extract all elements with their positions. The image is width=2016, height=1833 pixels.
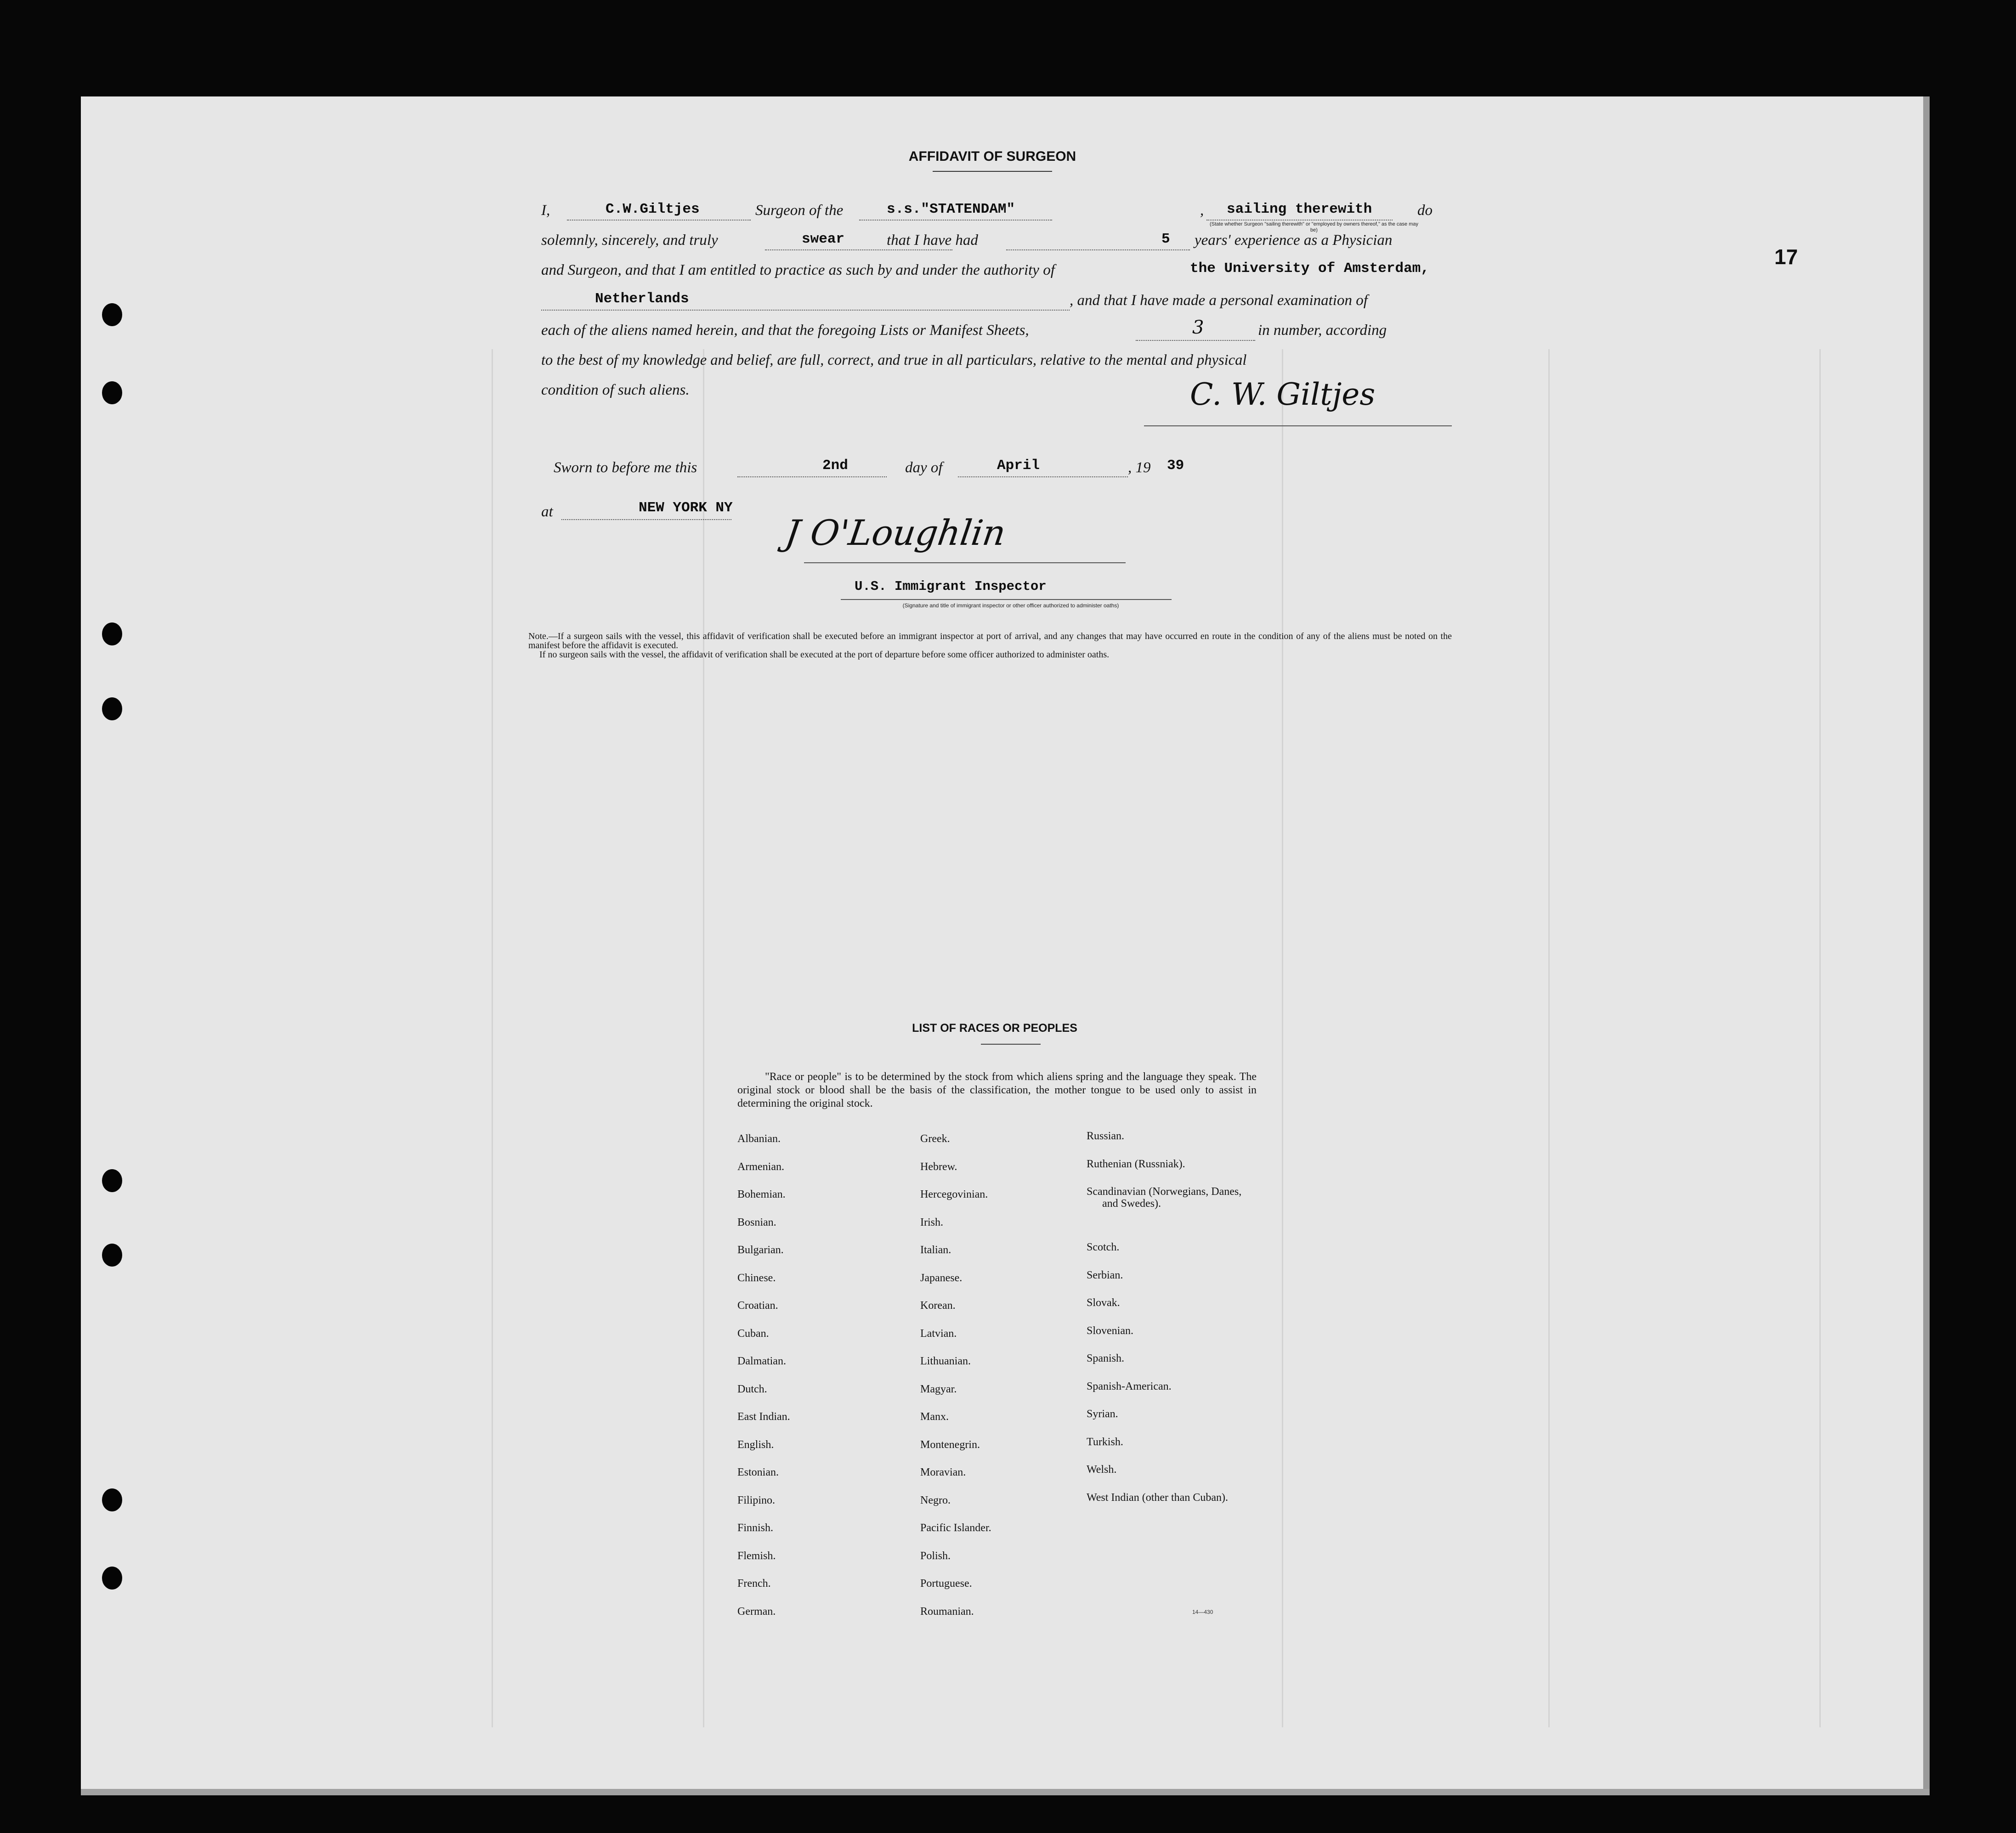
text-that-i-have-had: that I have had <box>887 232 978 249</box>
authority-line <box>541 310 1070 311</box>
affidavit-of-surgeon <box>528 138 1456 680</box>
race-item: French. <box>737 1578 771 1590</box>
text-and-that-i-have-made: , and that I have made a personal examination of <box>1070 292 1368 309</box>
affidavit-title: AFFIDAVIT OF SURGEON <box>908 149 1076 164</box>
page-number: 17 <box>1774 245 1798 269</box>
relation-value: sailing therewith <box>1227 201 1372 217</box>
text-do: do <box>1417 202 1433 219</box>
races-title-rule <box>981 1044 1041 1045</box>
race-item: Armenian. <box>737 1161 784 1173</box>
inspector-title-line <box>841 599 1172 600</box>
race-item: Bohemian. <box>737 1188 786 1200</box>
race-item: Magyar. <box>920 1383 957 1395</box>
race-item: Montenegrin. <box>920 1439 980 1451</box>
surgeon-signature: C. W. Giltjes <box>1190 377 1376 412</box>
race-item: Negro. <box>920 1494 951 1506</box>
race-item: Syrian. <box>1087 1408 1118 1420</box>
race-item: Spanish. <box>1087 1352 1125 1364</box>
relation-caption: (State whether Surgeon "sailing therewith" or "employed by owners thereof," as the case may be) <box>1209 221 1419 233</box>
race-item: Spanish-American. <box>1087 1380 1172 1392</box>
binder-hole <box>102 1488 122 1511</box>
affidavit-note <box>528 632 1452 659</box>
binder-hole <box>102 622 122 645</box>
race-item: Polish. <box>920 1550 951 1562</box>
text-i: I, <box>541 202 550 219</box>
race-item: Manx. <box>920 1411 949 1423</box>
race-item: Ruthenian (Russniak). <box>1087 1158 1185 1170</box>
race-item: Russian. <box>1087 1130 1125 1142</box>
race-item: Latvian. <box>920 1328 957 1340</box>
race-item: English. <box>737 1439 774 1451</box>
bleed-through-rule <box>492 349 493 1727</box>
race-item: West Indian (other than Cuban). <box>1087 1492 1228 1504</box>
sheets-line <box>1136 340 1255 341</box>
race-item: Japanese. <box>920 1272 963 1284</box>
bleed-through-rule <box>1819 349 1821 1727</box>
day-line <box>737 476 887 477</box>
note-para-1: Note.—If a surgeon sails with the vessel, this affidavit of verification shall be executed before an immigrant inspector at port of arrival, and any changes that may have occurred en route in the condition of any of the aliens must be noted on the manifest before the affidavit is executed. <box>528 631 1452 651</box>
race-item: Slovak. <box>1087 1297 1120 1309</box>
relation-line <box>1206 220 1393 221</box>
inspector-signature: J O'Loughlin <box>782 512 1008 553</box>
text-condition: condition of such aliens. <box>541 382 690 398</box>
binder-hole <box>102 697 122 720</box>
text-each-of-the-aliens: each of the aliens named herein, and that the foregoing Lists or Manifest Sheets, <box>541 322 1029 339</box>
text-years-experience: years' experience as a Physician <box>1195 232 1393 249</box>
race-item: Moravian. <box>920 1466 966 1478</box>
text-solemnly: solemnly, sincerely, and truly <box>541 232 718 249</box>
race-item: Roumanian. <box>920 1606 974 1618</box>
text-and-surgeon: and Surgeon, and that I am entitled to practice as such by and under the authority of <box>541 262 1055 278</box>
place-line <box>561 519 731 520</box>
text-day-of: day of <box>905 459 943 476</box>
race-item: Bulgarian. <box>737 1244 784 1256</box>
vessel-line <box>859 220 1052 221</box>
binder-hole <box>102 1567 122 1590</box>
binder-hole <box>102 303 122 326</box>
races-intro: "Race or people" is to be determined by the stock from which aliens spring and the language they speak. The original stock or blood shall be the basis of the classification, the mother tongue to be used only to assist in determining the original stock. <box>737 1071 1257 1109</box>
title-rule <box>933 171 1052 172</box>
race-item: Filipino. <box>737 1494 776 1506</box>
race-item: Chinese. <box>737 1272 776 1284</box>
text-in-number: in number, according <box>1258 322 1387 339</box>
surgeon-signature-line <box>1144 425 1452 426</box>
years-line <box>1006 249 1190 250</box>
inspector-title: U.S. Immigrant Inspector <box>855 579 1047 594</box>
authority-line2: Netherlands <box>595 291 689 307</box>
race-item: Portuguese. <box>920 1578 972 1590</box>
binder-hole <box>102 381 122 404</box>
race-item: Cuban. <box>737 1328 769 1340</box>
race-item: Finnish. <box>737 1522 774 1534</box>
form-number: 14—430 <box>1192 1609 1213 1615</box>
month-line <box>958 476 1128 477</box>
sheet-edge-right <box>1923 96 1930 1792</box>
vessel-name: s.s."STATENDAM" <box>887 201 1015 217</box>
sheets-value: 3 <box>1192 317 1204 338</box>
race-item: Hebrew. <box>920 1161 957 1173</box>
race-item: Turkish. <box>1087 1436 1123 1448</box>
race-item: Italian. <box>920 1244 951 1256</box>
race-item: Greek. <box>920 1133 950 1145</box>
race-item: Pacific Islander. <box>920 1522 991 1534</box>
race-item: Slovenian. <box>1087 1325 1133 1337</box>
oath-value: swear <box>802 231 845 247</box>
race-item: Lithuanian. <box>920 1355 971 1367</box>
race-item: Bosnian. <box>737 1216 776 1228</box>
text-year-prefix: , 19 <box>1128 459 1151 476</box>
bleed-through-heading <box>152 184 164 223</box>
place-value: NEW YORK NY <box>639 500 733 516</box>
race-item: Albanian. <box>737 1133 781 1145</box>
inspector-caption: (Signature and title of immigrant inspector or other officer authorized to administer oaths) <box>902 602 1119 609</box>
text-to-the-best: to the best of my knowledge and belief, are full, correct, and true in all particulars, relative to the mental and physical <box>541 352 1247 368</box>
text-surgeon-of-the: Surgeon of the <box>755 202 844 219</box>
race-item: Scandinavian (Norwegians, Danes, and Swedes). <box>1087 1186 1242 1210</box>
race-item: Korean. <box>920 1300 956 1312</box>
race-item: Welsh. <box>1087 1464 1117 1476</box>
note-para-2: If no surgeon sails with the vessel, the affidavit of verification shall be executed at the port of departure before some officer authorized to administer oaths. <box>539 650 1110 660</box>
races-title: LIST OF RACES OR PEOPLES <box>912 1022 1077 1035</box>
race-item: Croatian. <box>737 1300 778 1312</box>
surgeon-name-line <box>567 220 751 221</box>
race-item: Dutch. <box>737 1383 767 1395</box>
text-at: at <box>541 504 553 520</box>
race-item: Serbian. <box>1087 1269 1123 1281</box>
authority-line1: the University of Amsterdam, <box>1190 260 1429 277</box>
race-item: Scotch. <box>1087 1241 1120 1253</box>
race-item: German. <box>737 1606 776 1618</box>
race-item: Dalmatian. <box>737 1355 786 1367</box>
years-value: 5 <box>1161 231 1170 247</box>
binder-hole <box>102 1169 122 1192</box>
oath-line <box>765 249 952 250</box>
year-value: 39 <box>1167 458 1184 474</box>
text-comma: , <box>1200 202 1204 219</box>
race-item: Estonian. <box>737 1466 779 1478</box>
month-value: April <box>997 458 1040 474</box>
list-of-races <box>733 1015 1266 1626</box>
sheet-edge-bottom <box>81 1789 1930 1795</box>
bleed-through-rule <box>1548 349 1550 1727</box>
surgeon-name: C.W.Giltjes <box>606 201 700 217</box>
binder-hole <box>102 1244 122 1267</box>
race-item: Irish. <box>920 1216 943 1228</box>
race-item: Hercegovinian. <box>920 1188 988 1200</box>
inspector-signature-line <box>804 562 1126 563</box>
text-sworn: Sworn to before me this <box>554 459 697 476</box>
day-value: 2nd <box>822 458 848 474</box>
race-item: Flemish. <box>737 1550 776 1562</box>
race-item: East Indian. <box>737 1411 790 1423</box>
